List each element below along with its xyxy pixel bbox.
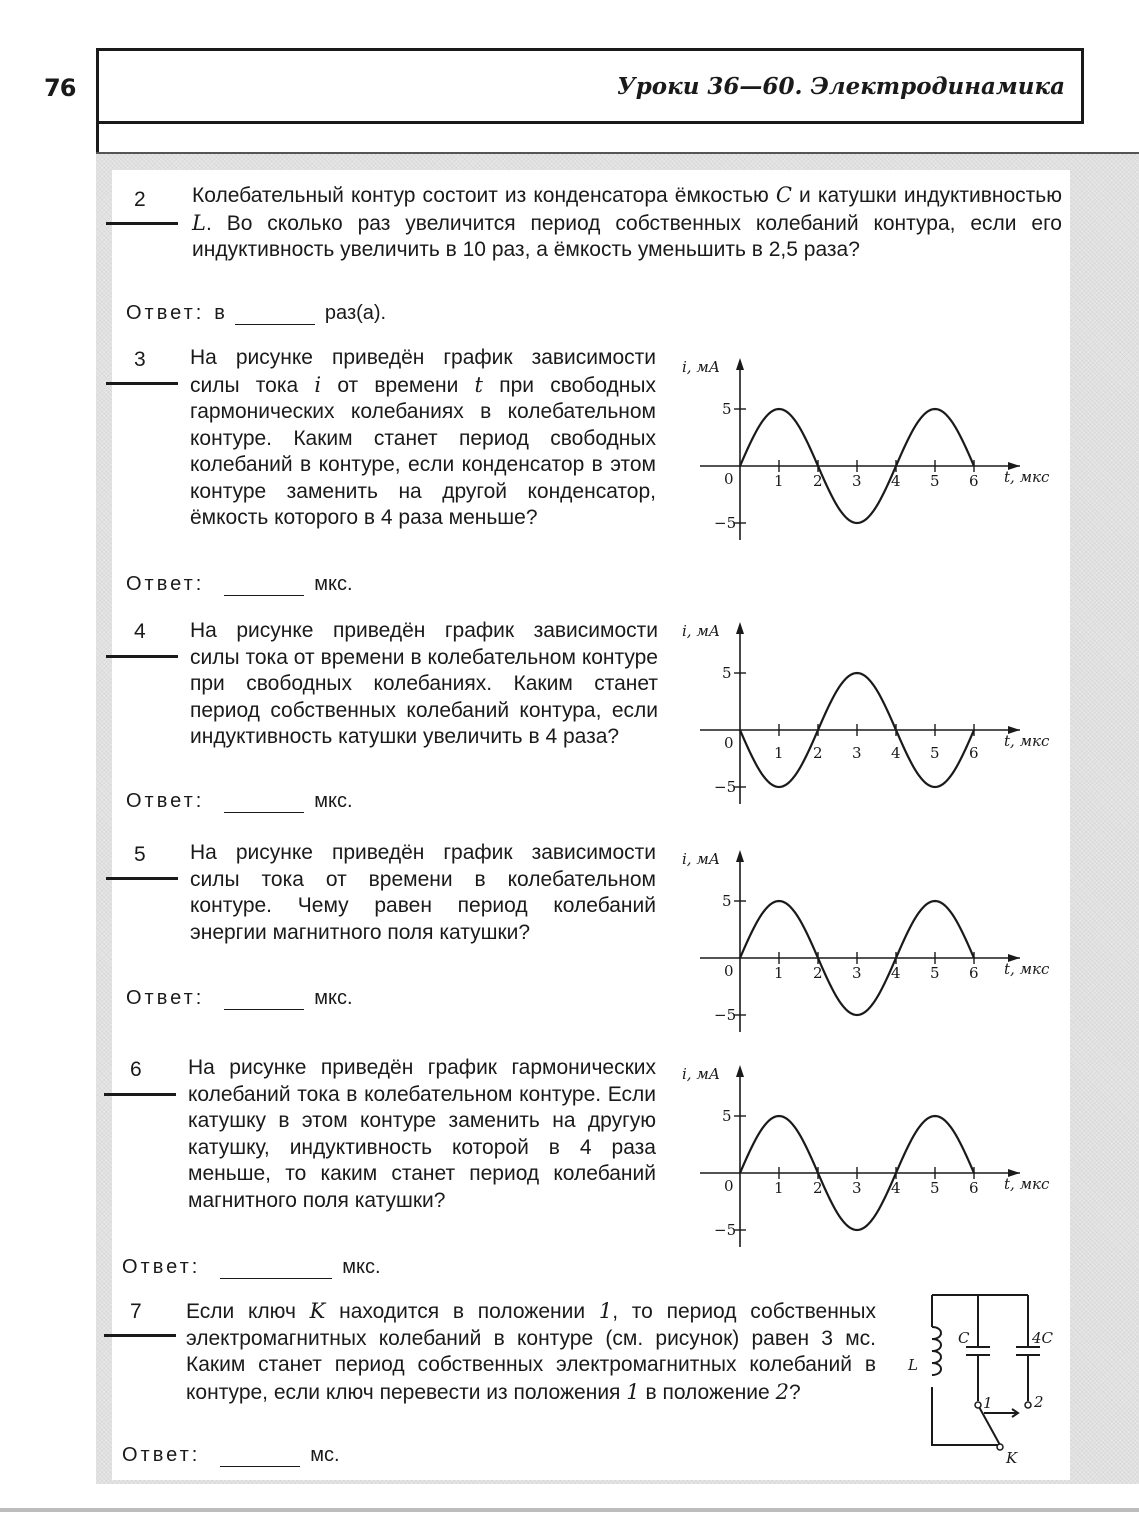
terminal-1 (975, 1402, 981, 1408)
x-tick-label: 5 (930, 472, 940, 490)
answer-label: Ответ: (126, 987, 205, 1009)
x-tick-label: 3 (852, 964, 862, 982)
problem-text: Колебательный контур состоит из конденсатора ёмкостью C и катушки индуктивностью L. Во сколько раз увеличится период собственных колебаний контура, если его индуктивность увеличить в 10 раз, а ёмкость уменьшить в 2,5 раза? (192, 183, 1062, 261)
y-tick-label: 5 (722, 1107, 732, 1125)
position-1-label: 1 (983, 1394, 993, 1412)
current-graph (670, 612, 1070, 812)
page-header (96, 48, 1084, 124)
problem-number-bar (106, 877, 178, 880)
x-tick-label: 3 (852, 472, 862, 490)
bottom-rule (0, 1508, 1139, 1512)
switch-label: K (1006, 1449, 1018, 1467)
x-tick-label: 5 (930, 744, 940, 762)
answer-blank[interactable] (224, 792, 304, 813)
origin-label: 0 (724, 962, 734, 980)
problem-text: На рисунке приведён график зависимости силы тока от времени в колебательном контуре. Чему равен период колебаний энергии магнитного поля катушки? (190, 841, 656, 944)
x-tick-label: 4 (891, 964, 901, 982)
origin-label: 0 (724, 734, 734, 752)
inductor-coil-icon (932, 1327, 941, 1375)
x-tick-label: 4 (891, 1179, 901, 1197)
x-axis-label: t, мкс (1004, 960, 1050, 978)
x-tick-label: 1 (774, 472, 784, 490)
y-tick-label: −5 (714, 1221, 737, 1239)
problem-text: Если ключ K находится в положении 1, то период собственных электромагнитных колебаний в контуре (см. рисунок) равен 3 мс. Каким станет период собственных электромагнитных колебаний в контуре, если ключ перевести из положения 1 в положение 2? (186, 1299, 876, 1404)
y-tick-label: 5 (722, 892, 732, 910)
x-tick-label: 2 (813, 1179, 823, 1197)
current-graph (670, 1055, 1070, 1255)
problem-number-bar (106, 655, 178, 658)
x-tick-label: 4 (891, 472, 901, 490)
capacitor-4c-plates (1016, 1347, 1040, 1355)
answer-unit: мкс. (342, 1256, 381, 1278)
y-axis-arrow-icon (736, 850, 744, 862)
answer-unit: мкс. (314, 573, 353, 595)
answer-line (126, 790, 353, 813)
problem-number-bar (104, 1334, 176, 1337)
x-axis-label: t, мкс (1004, 1175, 1050, 1193)
capacitor-c-label: C (958, 1329, 970, 1347)
y-axis-label: i, мА (682, 850, 721, 868)
answer-label: Ответ: (126, 302, 205, 324)
y-tick-label: −5 (714, 778, 737, 796)
answer-line (126, 573, 353, 596)
header-side-line (96, 124, 99, 154)
x-tick-label: 1 (774, 1179, 784, 1197)
y-tick-label: −5 (714, 1006, 737, 1024)
answer-line (126, 987, 353, 1010)
capacitor-4c-label: 4C (1032, 1329, 1054, 1347)
origin-label: 0 (724, 470, 734, 488)
y-axis-label: i, мА (682, 1065, 721, 1083)
problem-number-bar (106, 222, 178, 225)
x-tick-label: 2 (813, 472, 823, 490)
answer-blank[interactable] (224, 575, 304, 596)
y-axis-arrow-icon (736, 622, 744, 634)
x-tick-label: 6 (969, 744, 979, 762)
problem-number: 3 (134, 348, 146, 371)
x-tick-label: 2 (813, 744, 823, 762)
answer-line (122, 1256, 381, 1279)
answer-label: Ответ: (122, 1444, 201, 1466)
current-graph (670, 840, 1070, 1040)
inductor-label: L (908, 1356, 918, 1374)
problem-text: На рисунке приведён график зависимости силы тока от времени в колебательном контуре при свободных колебаниях. Каким станет период собственных колебаний контура, если индуктивность катушки увеличить в 4 раза? (190, 619, 658, 748)
position-2-label: 2 (1034, 1393, 1044, 1411)
y-axis-arrow-icon (736, 358, 744, 370)
circuit-wire (932, 1295, 1028, 1445)
answer-label: Ответ: (122, 1256, 201, 1278)
capacitor-c-plates (966, 1347, 990, 1355)
answer-label: Ответ: (126, 790, 205, 812)
x-tick-label: 5 (930, 1179, 940, 1197)
x-axis-label: t, мкс (1004, 732, 1050, 750)
terminal-2 (1025, 1402, 1031, 1408)
answer-blank[interactable] (235, 304, 315, 325)
answer-line (122, 1444, 340, 1467)
answer-blank[interactable] (224, 989, 304, 1010)
answer-prefix: в (214, 302, 225, 324)
x-tick-label: 1 (774, 964, 784, 982)
y-axis-label: i, мА (682, 622, 721, 640)
lc-circuit-diagram (900, 1285, 1070, 1475)
switch-pivot (997, 1444, 1003, 1450)
page-number: 76 (44, 74, 76, 102)
y-axis-label: i, мА (682, 358, 721, 376)
problem-number: 2 (134, 188, 146, 211)
x-tick-label: 6 (969, 964, 979, 982)
y-axis-arrow-icon (736, 1065, 744, 1077)
problem-number-bar (106, 382, 178, 385)
x-tick-label: 6 (969, 472, 979, 490)
problem-number: 5 (134, 843, 146, 866)
x-axis-label: t, мкс (1004, 468, 1050, 486)
x-tick-label: 3 (852, 1179, 862, 1197)
x-tick-label: 1 (774, 744, 784, 762)
problem-number-bar (104, 1093, 176, 1096)
x-tick-label: 3 (852, 744, 862, 762)
x-tick-label: 6 (969, 1179, 979, 1197)
y-tick-label: 5 (722, 400, 732, 418)
y-tick-label: −5 (714, 514, 737, 532)
origin-label: 0 (724, 1177, 734, 1195)
y-tick-label: 5 (722, 664, 732, 682)
x-tick-label: 4 (891, 744, 901, 762)
problem-number: 7 (130, 1300, 142, 1323)
answer-unit: мкс. (314, 987, 353, 1009)
current-graph (670, 348, 1070, 548)
answer-unit: раз(а). (324, 302, 387, 324)
problem-number: 4 (134, 620, 146, 643)
problem-number: 6 (130, 1058, 142, 1081)
x-tick-label: 2 (813, 964, 823, 982)
answer-blank[interactable] (220, 1446, 300, 1467)
header-title: Уроки 36—60. Электродинамика (617, 73, 1065, 100)
x-tick-label: 5 (930, 964, 940, 982)
answer-blank[interactable] (220, 1258, 332, 1279)
answer-unit: мс. (310, 1444, 340, 1466)
answer-unit: мкс. (314, 790, 353, 812)
problem-text: На рисунке приведён график гармонических колебаний тока в колебательном контуре. Если катушку в этом контуре заменить на другую катушку, индуктивность которой в 4 раза меньше, то каким станет период колебаний магнитного поля катушки? (188, 1056, 656, 1212)
problem-text: На рисунке приведён график зависимости силы тока i от времени t при свободных гармонических колебаниях в колебательном контуре. Каким станет период свободных колебаний в контуре, если конденсатор в этом контуре заменить на другой конденсатор, ёмкость которого в 4 раза меньше? (190, 346, 656, 529)
answer-line (126, 302, 386, 325)
answer-label: Ответ: (126, 573, 205, 595)
